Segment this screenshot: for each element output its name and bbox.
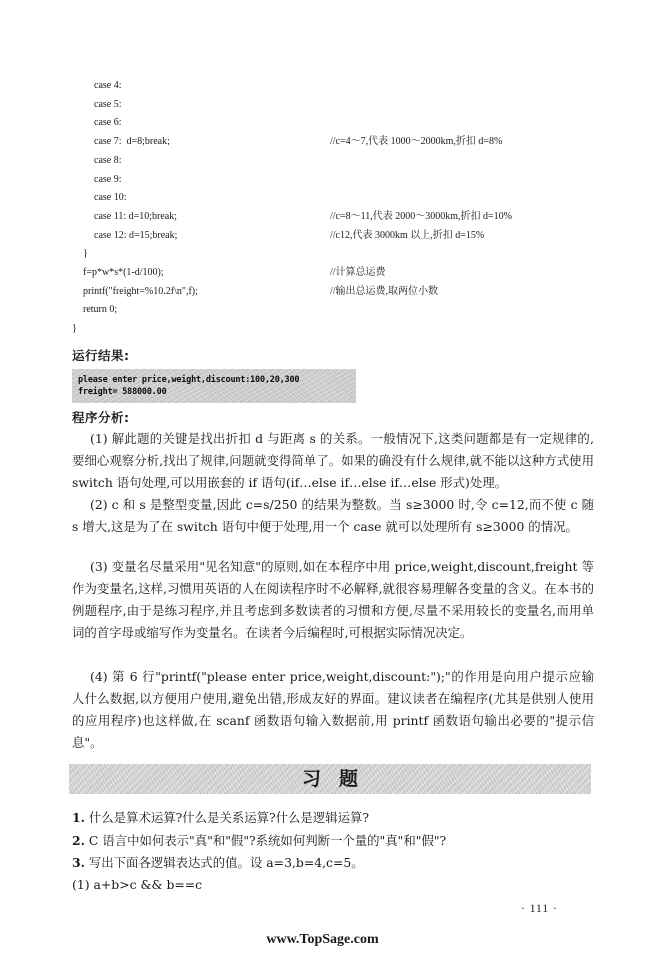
- analysis-heading: 程序分析:: [72, 410, 130, 425]
- exercise-number: 2.: [72, 833, 85, 848]
- code-line: case 12: d=15;break;: [94, 230, 178, 241]
- code-comment: //c=8～11,代表 2000～3000km,折扣 d=10%: [330, 211, 513, 222]
- exercises-banner: [69, 764, 591, 794]
- code-line: case 10:: [94, 192, 127, 203]
- footer-watermark: www.TopSage.com: [266, 932, 379, 947]
- code-line: f=p*w*s*(1-d/100);: [83, 267, 164, 278]
- exercises-title: 习题: [301, 768, 376, 790]
- code-line: return 0;: [83, 304, 118, 315]
- code-comment: //计算总运费: [330, 267, 386, 278]
- run-output-line-2: freight= 588000.00: [78, 387, 167, 397]
- analysis-paragraph-2-text: (2) c 和 s 是整型变量,因此 c=s/250 的结果为整数。当 s≥3000 时,令 c=12,而不使 c 随 s 增大,这是为了在 switch 语句中便于处理,用一个 case 就可以处理所有 s≥3000 的情况。: [72, 497, 594, 534]
- exercise-text: C 语言中如何表示"真"和"假"?系统如何判断一个量的"真"和"假"?: [88, 833, 447, 848]
- analysis-paragraph-1: [72, 428, 594, 494]
- exercise-text: (1) a+b>c && b==c: [72, 877, 203, 892]
- code-comment: //c12,代表 3000km 以上,折扣 d=15%: [330, 230, 485, 241]
- code-line: case 9:: [94, 174, 122, 185]
- run-result-heading: 运行结果:: [72, 348, 130, 363]
- code-line: case 4:: [94, 80, 122, 91]
- analysis-paragraph-2: [72, 494, 594, 538]
- analysis-paragraph-1-text: (1) 解此题的关键是找出折扣 d 与距离 s 的关系。一般情况下,这类问题都是有一定规律的,要细心观察分析,找出了规律,问题就变得简单了。如果的确没有什么规律,就不能以这种方式使用 switch 语句处理,可以用嵌套的 if 语句(if…else if…else if…else 形式)处理。: [72, 431, 594, 490]
- code-line: case 11: d=10;break;: [94, 211, 178, 222]
- code-line: case 7: d=8;break;: [94, 136, 170, 147]
- analysis-paragraph-4-text: (4) 第 6 行"printf("please enter price,weight,discount:");"的作用是向用户提示应输人什么数据,以方便用户使用,避免出错,形成友好的界面。建议读者在编程序(尤其是供别人使用的应用程序)也这样做,在 scanf 函数语句输入数据前,用 printf 函数语句输出必要的"提示信息"。: [72, 669, 594, 750]
- code-line: }: [72, 323, 77, 334]
- exercise-item-3: [72, 854, 364, 872]
- code-line: }: [83, 248, 88, 259]
- code-comment: //输出总运费,取两位小数: [330, 286, 439, 297]
- exercise-item-2: [72, 832, 446, 850]
- code-line: printf("freight=%10.2f\n",f);: [83, 286, 198, 297]
- exercise-text: 什么是算术运算?什么是关系运算?什么是逻辑运算?: [88, 810, 370, 825]
- analysis-paragraph-3-text: (3) 变量名尽量采用"见名知意"的原则,如在本程序中用 price,weight,discount,freight 等作为变量名,这样,习惯用英语的人在阅读程序时不必解释,就很容易理解各变量的含义。在本书的例题程序,由于是练习程序,并且考虑到多数读者的习惯和方便,尽量不采用较长的变量名,而用单词的首字母或缩写作为变量名。在读者今后编程时,可根据实际情况决定。: [72, 559, 594, 640]
- code-comment: //c=4～7,代表 1000～2000km,折扣 d=8%: [330, 136, 503, 147]
- code-line: case 5:: [94, 99, 122, 110]
- code-line: case 6:: [94, 117, 122, 128]
- run-output-line-1: please enter price,weight,discount:100,20,300: [78, 375, 300, 385]
- exercise-item-3-sub-1: [72, 876, 202, 894]
- analysis-paragraph-4: [72, 666, 594, 754]
- run-output-screenshot: [72, 369, 356, 403]
- exercise-text: 写出下面各逻辑表达式的值。设 a=3,b=4,c=5。: [88, 855, 364, 870]
- code-line: case 8:: [94, 155, 122, 166]
- exercise-item-1: [72, 809, 369, 827]
- exercise-number: 1.: [72, 810, 85, 825]
- page-number: · 111 ·: [521, 903, 558, 915]
- analysis-paragraph-3: [72, 556, 594, 644]
- exercise-number: 3.: [72, 855, 85, 870]
